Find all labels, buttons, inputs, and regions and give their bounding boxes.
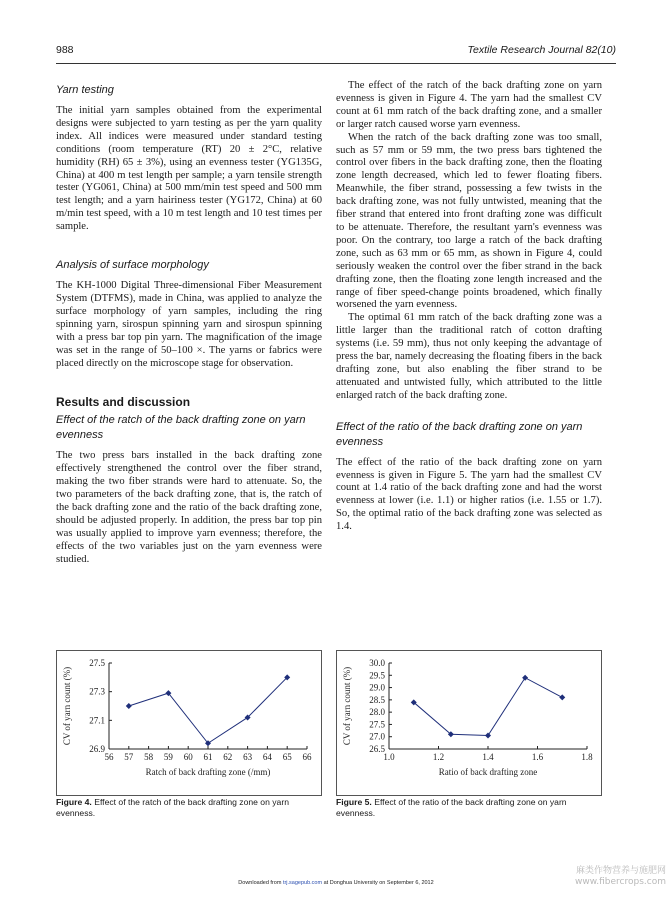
data-point (485, 732, 491, 738)
heading-effect-ratch: Effect of the ratch of the back drafting zone on yarn evenness (56, 414, 306, 442)
x-tick-label: 56 (104, 752, 114, 762)
figure-5-text: Effect of the ratio of the back drafting zone on yarn evenness. (336, 797, 567, 818)
paragraph-surface-morphology: The KH-1000 Digital Three-dimensional Fiber Measurement System (DTFMS), made in China, was applied to analyze the surface morphology of yarn samples, including the ring spinning yarn, sirospun spinning yarn and sirospun spinning with a press bar top pin yarn. The magnification of the image was set in the range of 50–100 ×. The yarns or fabrics were placed directly on the microscope stage for observation. (56, 280, 322, 369)
x-tick-label: 64 (262, 752, 272, 762)
x-tick-label: 1.6 (531, 752, 544, 762)
figure-4-label: Figure 4. (56, 797, 92, 807)
y-tick-label: 29.0 (369, 682, 385, 693)
paragraph-figure4-summary: The effect of the ratch of the back drafting zone on yarn evenness is given in Figure 4. The yarn had the smallest CV count at 61 mm ratch of the back drafting zone, and a smaller or larger ratch caused worse yarn evenness. (336, 80, 602, 130)
page-number: 988 (56, 44, 74, 56)
watermark (575, 866, 666, 888)
x-tick-label: 1.4 (482, 752, 494, 762)
y-tick-label: 28.0 (369, 707, 385, 718)
x-tick-label: 63 (243, 752, 253, 762)
paragraph-effect-ratch: The two press bars installed in the back drafting zone effectively strengthened the control over the fiber strand, making the two fiber strands were hard to attenuate. So, the two parameters of the back drafting zone, that is, the ratch of the back drafting zone and the ratio of the back drafting zone, should be adjusted properly. In addition, the press bar top pin was usually applied to improve yarn evenness; therefore, the effects of the two variables just on the yarn evenness were studied. (56, 450, 322, 565)
paragraph-small-ratch: When the ratch of the back drafting zone was too small, such as 57 mm or 59 mm, the two press bars tightened the control over fibers in the back drafting zone, then the floating zone length decreased, which led to fewer floating fibers. Meanwhile, the fiber strand, possessing a few twists in the back drafting zone, was not fully untwisted, meaning that the fiber strand that entered into front drafting zone was difficult to be attenuate. Therefore, the resultant yarn's evenness was poor. On the contrary, too large a ratch of the back drafting zone, such as 63 mm or 65 mm, as shown in Figure 4, could seriously weaken the control over the fiber strand in the back drafting zone, then the floating zone length increased and the range of fiber speed-change points broadened, which finally worsened the yarn evenness. (336, 131, 602, 311)
figure-5-caption (336, 797, 602, 819)
y-tick-label: 27.5 (89, 658, 105, 668)
heading-effect-ratio: Effect of the ratio of the back drafting zone on yarn evenness (336, 420, 583, 448)
running-header (56, 44, 616, 60)
y-tick-label: 27.0 (369, 731, 385, 742)
data-point (522, 675, 528, 681)
x-tick-label: 61 (203, 752, 213, 762)
journal-name: Textile Research Journal 82(10) (467, 44, 616, 56)
figure-4-caption (56, 797, 322, 819)
figure-4-text: Effect of the ratch of the back drafting zone on yarn evenness. (56, 797, 289, 818)
figure-5-chart (336, 650, 602, 796)
x-axis-label: Ratio of back drafting zone (438, 767, 538, 777)
x-tick-label: 1.0 (383, 752, 395, 762)
heading-surface-morphology: Analysis of surface morphology (56, 259, 209, 272)
figure-5-label: Figure 5. (336, 797, 372, 807)
x-tick-label: 58 (144, 752, 154, 762)
figure-4-svg (57, 651, 321, 795)
watermark-line2: www.fibercrops.com (575, 877, 666, 887)
series-line (129, 677, 287, 743)
x-tick-label: 60 (183, 752, 193, 762)
y-tick-label: 29.5 (369, 670, 385, 681)
x-axis-label: Ratch of back drafting zone (/mm) (145, 767, 271, 777)
x-tick-label: 59 (163, 752, 173, 762)
series-line (414, 678, 563, 736)
figure-4-chart (56, 650, 322, 796)
paragraph-optimal-ratch: The optimal 61 mm ratch of the back drafting zone was a little larger than the traditional ratch of cotton drafting systems (i.e. 59 mm), thus not only keeping the advantage of press the bar, namely decreasing the floating fibers in the back drafting zone, but also enabling the fiber strand to be attenuated and untwisted fully, which attributed to the little enlarged ratch of the back drafting zone. (336, 312, 602, 401)
y-tick-label: 27.3 (89, 686, 105, 697)
x-tick-label: 1.2 (432, 752, 445, 762)
x-tick-label: 65 (282, 752, 292, 762)
footer-link[interactable]: trj.sagepub.com (282, 880, 323, 886)
header-rule (56, 63, 616, 64)
y-axis-label: CV of yarn count (%) (62, 666, 72, 746)
footer-suffix: at Donghua University on September 6, 2012 (323, 880, 434, 886)
x-tick-label: 57 (124, 752, 134, 762)
left-column (56, 80, 322, 567)
y-tick-label: 30.0 (369, 658, 385, 668)
heading-results: Results and discussion (56, 395, 191, 410)
y-axis-label: CV of yarn count (%) (342, 666, 352, 746)
right-column (336, 80, 602, 534)
x-tick-label: 66 (302, 752, 312, 762)
paragraph-effect-ratio: The effect of the ratio of the back drafting zone on yarn evenness is given in Figure 5. The yarn had the smallest CV count at 1.4 ratio of the back drafting zone and had the worst evenness at lower (i.e. 1.1) or higher ratios (i.e. 1.55 or 1.7). So, the optimal ratio of the back drafting zone was selected as 1.4. (336, 456, 602, 533)
paragraph-yarn-testing: The initial yarn samples obtained from the experimental designs were subjected to yarn testing as per the yarn quality index. All indices were measured under standard testing conditions (room temperature (RT) 20 ± 2°C, relative humidity (RH) 65 ± 3%), using an evenness tester (YG135G, China) at 400 m test length per sample; a yarn tensile strength tester (YG061, China) at 500 mm/min test speed and 500 mm test length; and a yarn hairiness tester (YG172, China) at 60 m/min test speed, with a 10 m test length and 10 test times per sample. (56, 105, 322, 233)
y-tick-label: 26.9 (89, 744, 105, 754)
footer-prefix: Downloaded from (238, 880, 282, 886)
x-tick-label: 62 (223, 752, 233, 762)
data-point (126, 703, 132, 709)
y-tick-label: 27.5 (369, 719, 385, 730)
y-tick-label: 27.1 (89, 715, 105, 726)
figure-5-svg (337, 651, 601, 795)
x-tick-label: 1.8 (581, 752, 593, 762)
y-tick-label: 28.5 (369, 694, 385, 705)
data-point (559, 694, 565, 700)
heading-yarn-testing: Yarn testing (56, 84, 114, 96)
download-footer (0, 880, 672, 886)
y-tick-label: 26.5 (369, 744, 385, 754)
watermark-line1: 麻类作物营养与施肥网 (575, 866, 666, 876)
